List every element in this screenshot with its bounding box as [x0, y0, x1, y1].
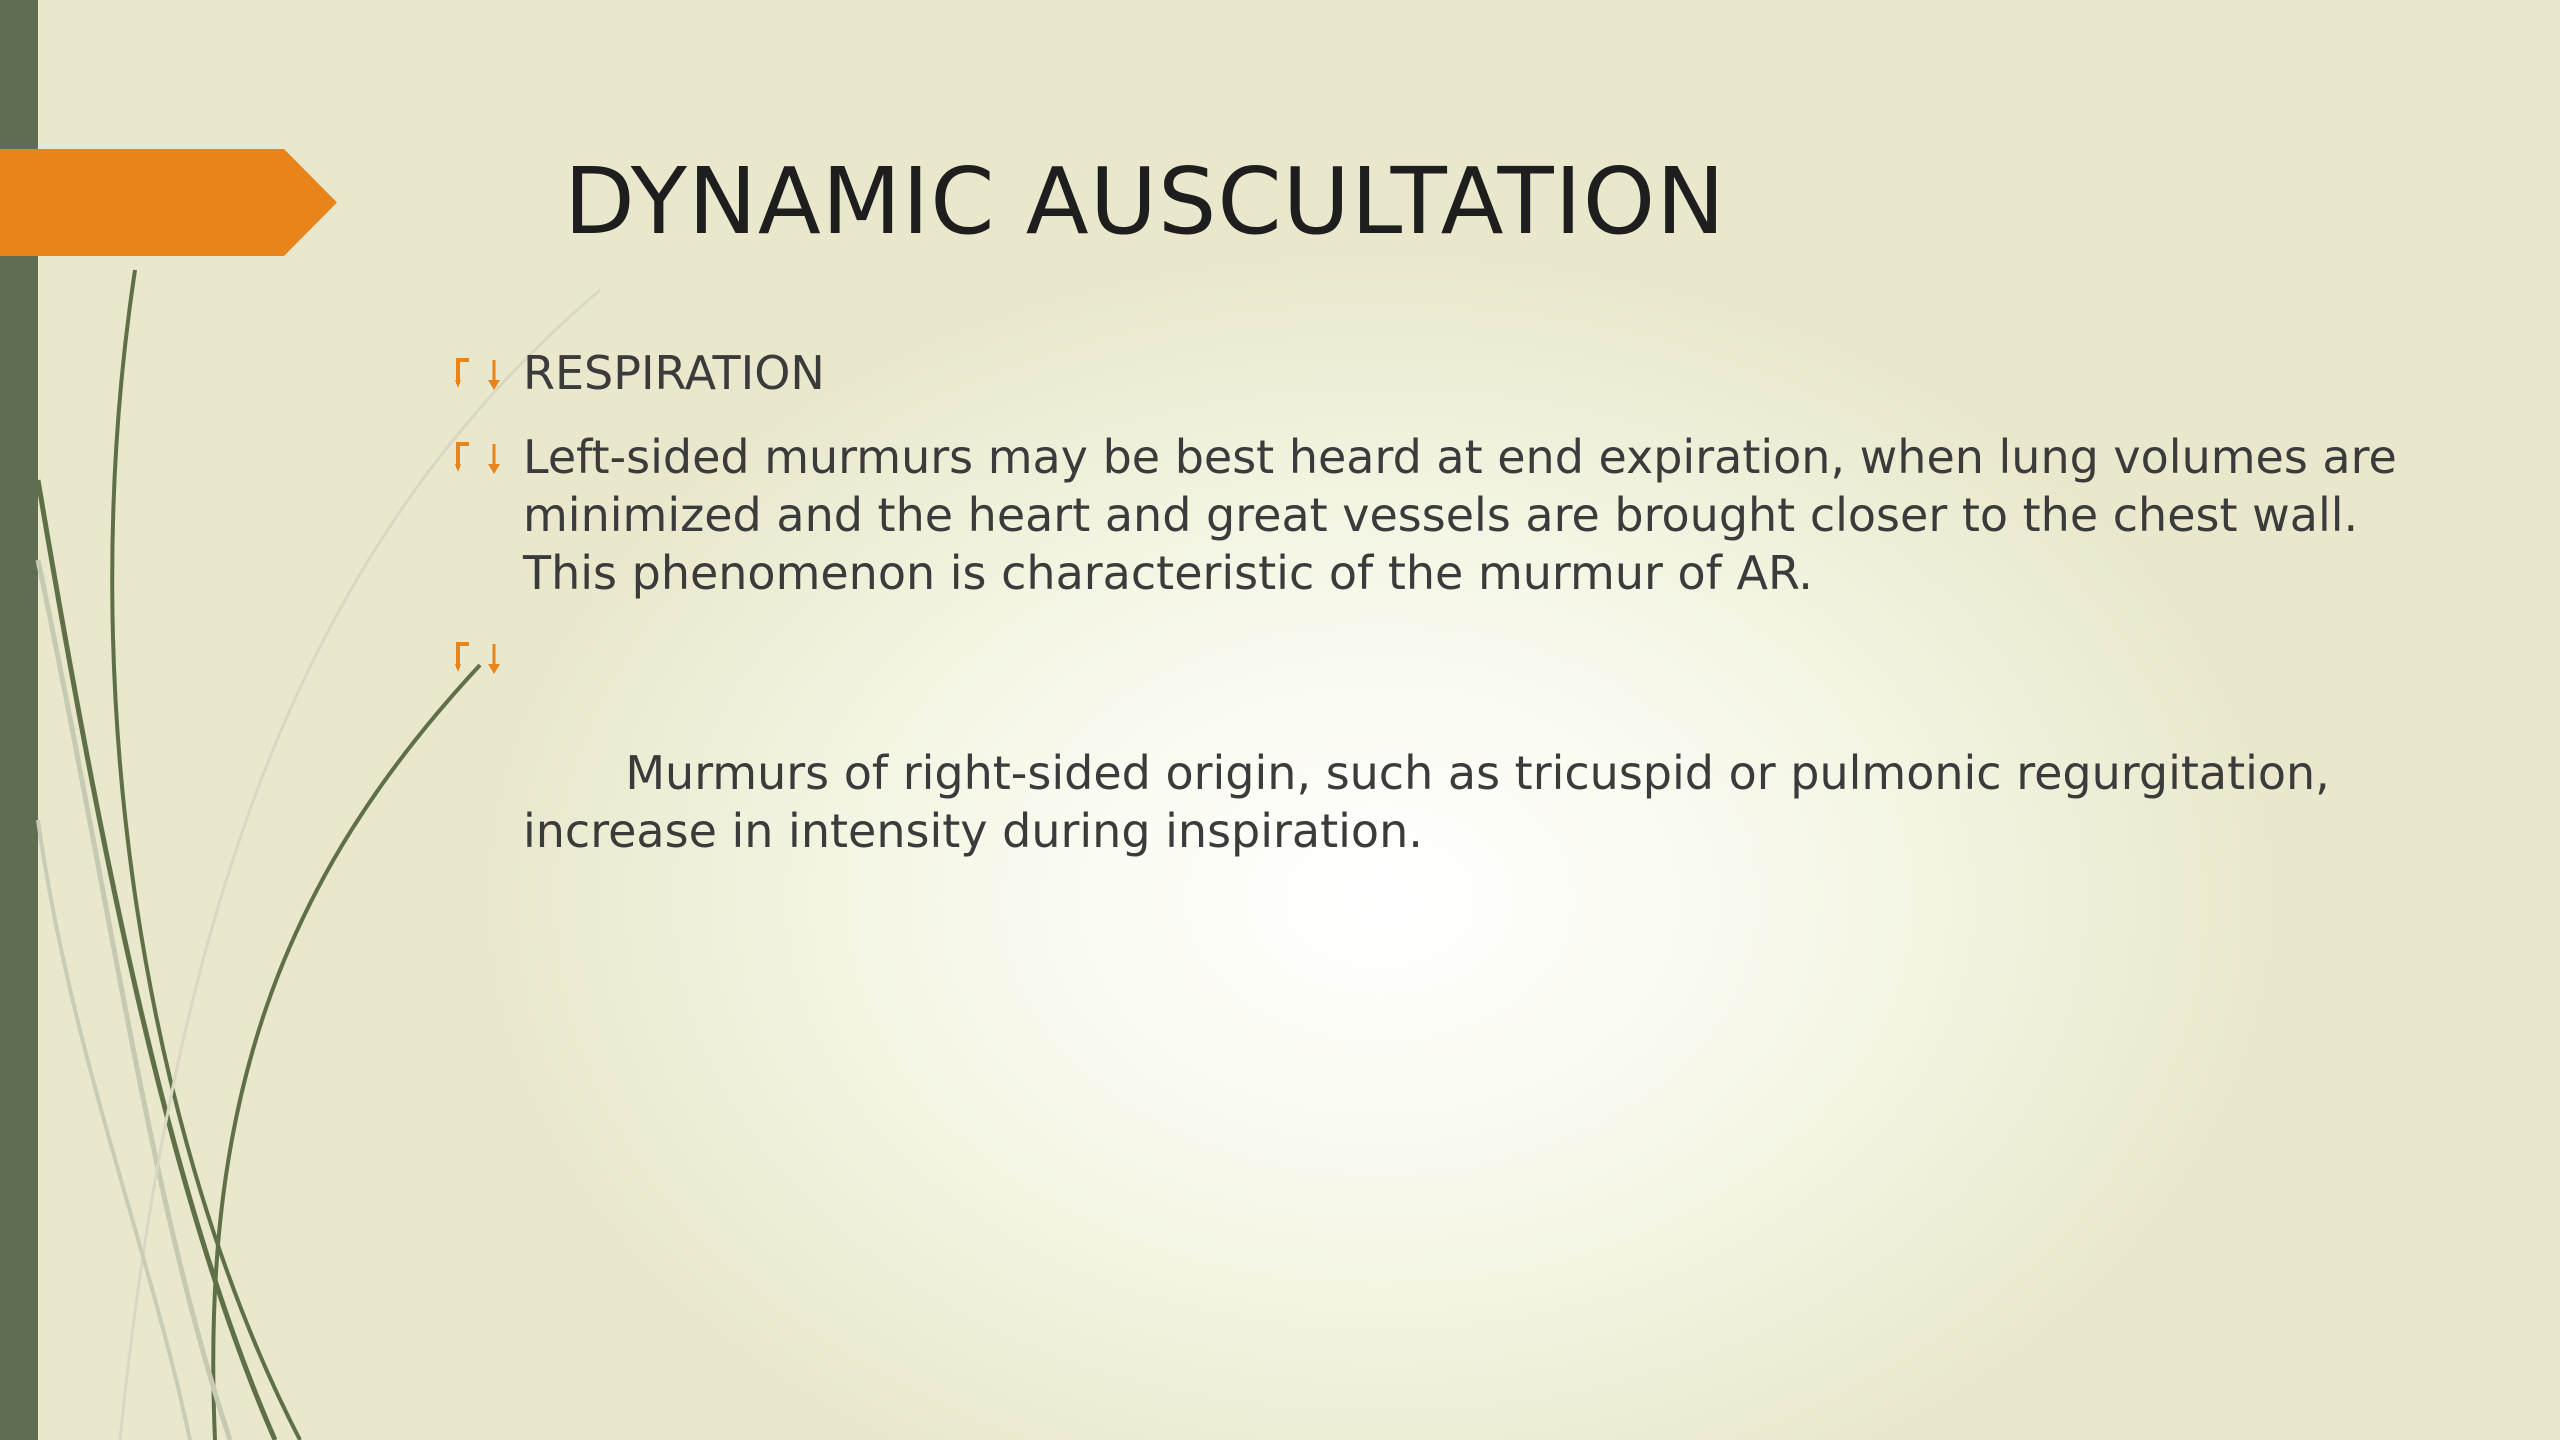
slide-title: DYNAMIC AUSCULTATION: [564, 148, 1727, 255]
orange-arrow-bullet-icon: [455, 440, 509, 476]
title-arrow-marker: [0, 149, 337, 256]
bullet-item: [455, 628, 2435, 918]
orange-arrow-bullet-icon: [455, 640, 509, 676]
bullet-text: Murmurs of right-sided origin, such as tricuspid or pulmonic regurgitation, increase in intensity during inspiration.: [523, 746, 2345, 858]
bullet-list: [455, 344, 2435, 944]
bullet-text: Left-sided murmurs may be best heard at end expiration, when lung volumes are minimized and the heart and great vessels are brought closer to the chest wall. This phenomenon is characteristic of the murmur of AR.: [523, 430, 2397, 600]
bullet-item: [455, 428, 2435, 602]
bullet-text: RESPIRATION: [523, 346, 825, 400]
bullet-item: [455, 344, 2435, 402]
orange-arrow-bullet-icon: [455, 356, 509, 392]
